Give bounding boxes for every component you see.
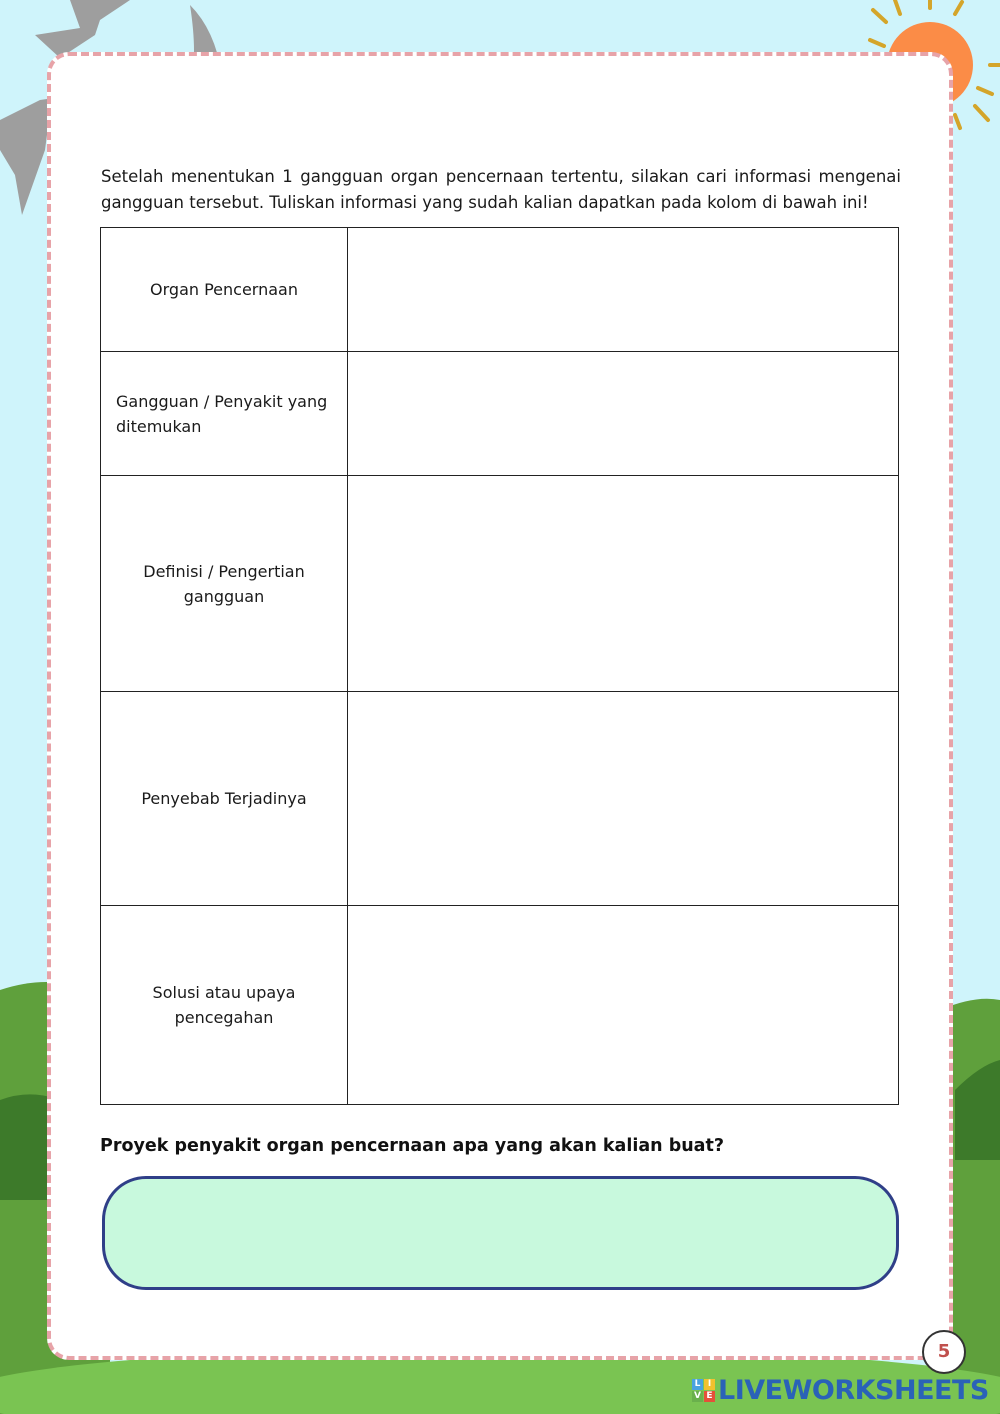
liveworksheets-brand[interactable] xyxy=(692,1372,989,1408)
info-table xyxy=(100,227,899,1105)
table-row xyxy=(101,352,899,476)
intro-text: Setelah menentukan 1 gangguan organ pencernaan tertentu, silakan cari informasi mengenai gangguan tersebut. Tuliskan informasi yang sudah kalian dapatkan pada kolom di bawah ini! xyxy=(101,167,901,212)
answer-cell[interactable] xyxy=(348,476,899,692)
row-label: Solusi atau upaya pencegahan xyxy=(101,906,348,1105)
answer-cell[interactable] xyxy=(348,228,899,352)
page-number: 5 xyxy=(922,1330,966,1374)
answer-cell[interactable] xyxy=(348,692,899,906)
logo-letter: V xyxy=(692,1391,703,1402)
table-row xyxy=(101,476,899,692)
answer-cell[interactable] xyxy=(348,906,899,1105)
brand-name: LIVEWORKSHEETS xyxy=(718,1374,989,1406)
project-answer-input[interactable] xyxy=(102,1176,899,1290)
table-row xyxy=(101,228,899,352)
row-label: Gangguan / Penyakit yang ditemukan xyxy=(101,352,348,476)
table-row xyxy=(101,906,899,1105)
logo-letter: I xyxy=(704,1379,715,1390)
liveworksheets-logo-icon xyxy=(692,1379,715,1402)
logo-letter: E xyxy=(704,1391,715,1402)
logo-letter: L xyxy=(692,1379,703,1390)
row-label: Definisi / Pengertian gangguan xyxy=(101,476,348,692)
table-row xyxy=(101,692,899,906)
project-question: Proyek penyakit organ pencernaan apa yang akan kalian buat? xyxy=(100,1136,725,1156)
row-label: Penyebab Terjadinya xyxy=(101,692,348,906)
answer-cell[interactable] xyxy=(348,352,899,476)
row-label: Organ Pencernaan xyxy=(101,228,348,352)
